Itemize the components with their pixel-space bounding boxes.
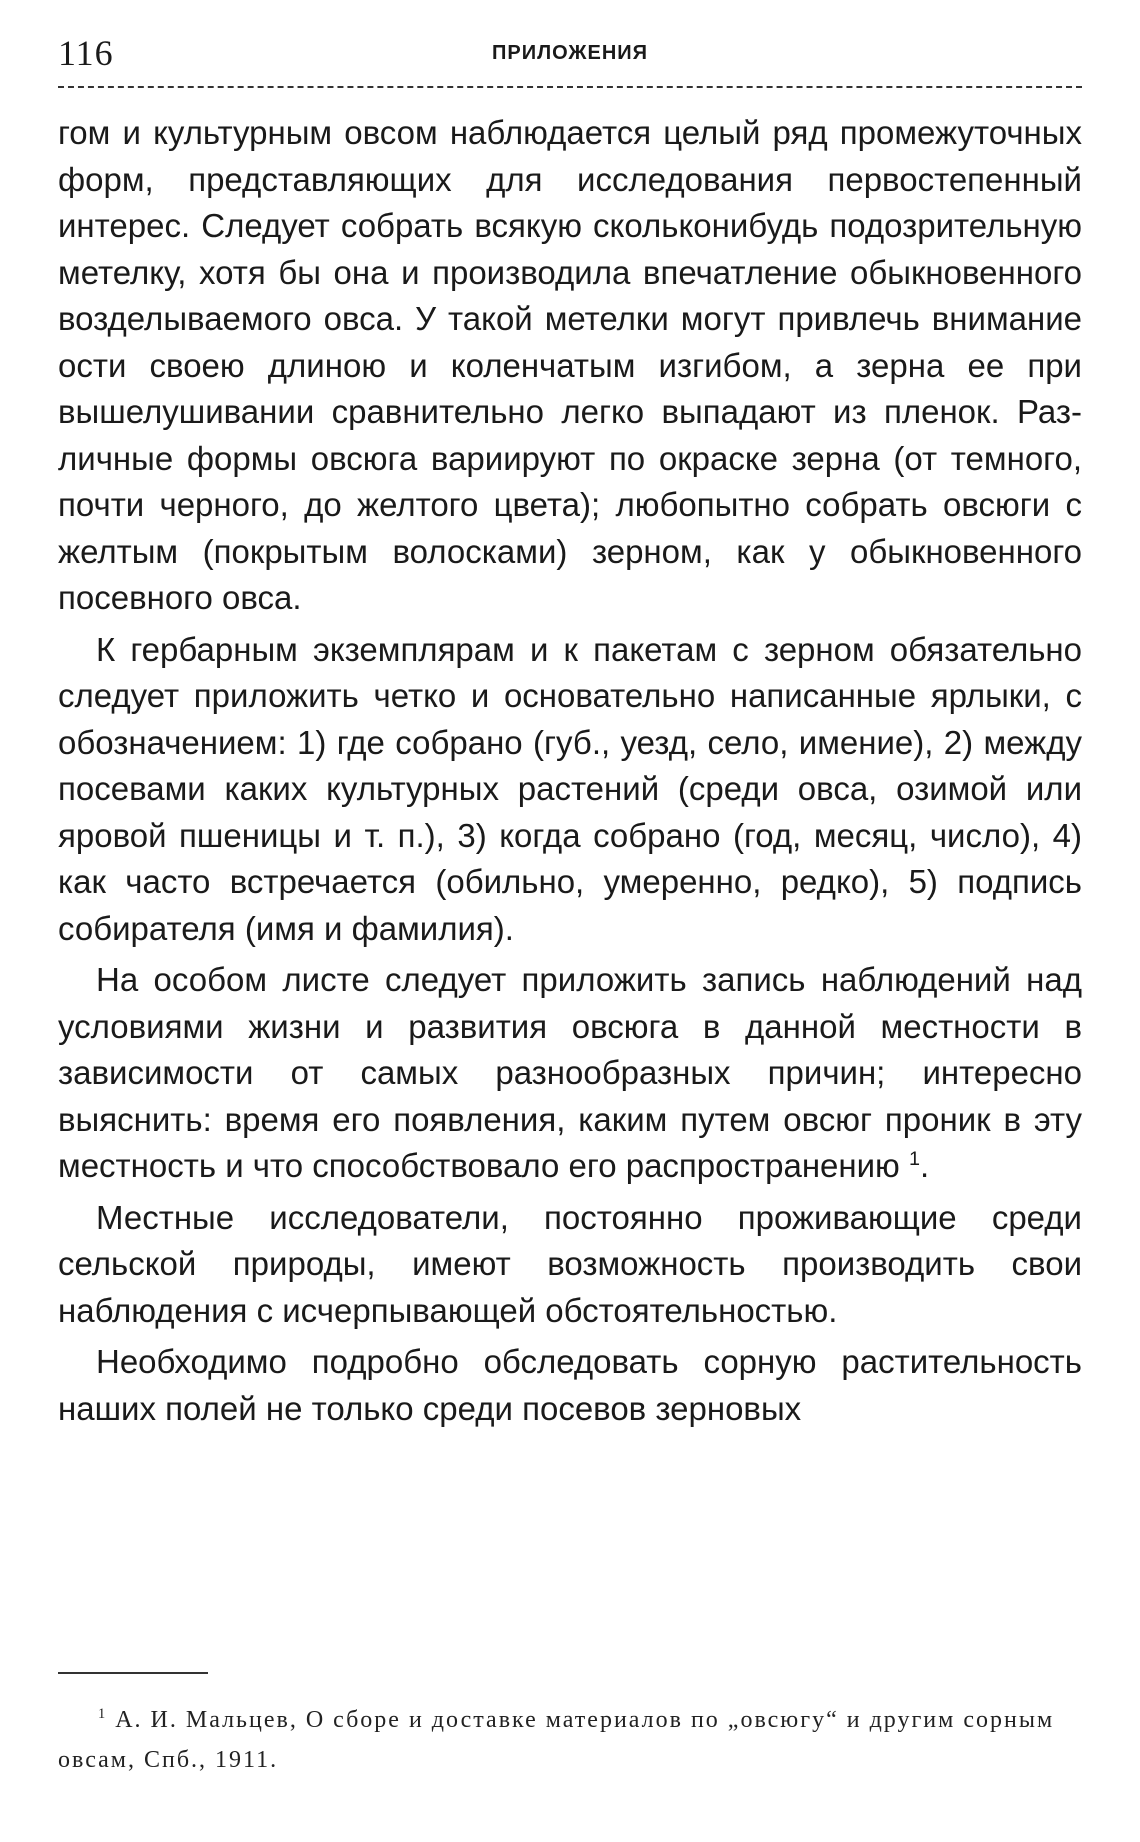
paragraph-1: гом и культурным овсом наблюдается целый ряд промежуточных форм, представляющих для исследования первостепенный интерес. Следует собрать всякую скольконибудь подозрительную метелку, хотя бы она и производила впечатление обыкновенного возделываемого овса. У такой метелки могут привлечь внимание ости своею длиною и коленчатым изгибом, а зерна ее при вышелушивании сравнительно легко выпадают из пленок. Различные формы овсюга вариируют по окраске зерна (от темного, почти черного, до желтого цвета); любопытно собрать овсюги с желтым (покрытым волосками) зерном, как у обыкновенного посевного овса. bbox=[58, 114, 1082, 616]
paragraph-3-end: . bbox=[920, 1147, 930, 1184]
paragraph-2: К гербарным экземплярам и к пакетам с зерном обязательно следует приложить четко и основательно написанные ярлыки, с обозначением: 1) где собрано (губ., уезд, село, имение), 2) между посевами каких культурных растений (среди овса, озимой или яровой пшеницы и т. п.), 3) когда собрано (год, месяц, число), 4) как часто встречается (обильно, умеренно, редко), 5) подпись собирателя (имя и фамилия). bbox=[58, 630, 1082, 947]
body-text bbox=[58, 110, 1082, 1437]
footnote-text: А. И. Мальцев, О сборе и доставке материалов по „овсюгу“ и другим сорным овсам, Спб., 1911. bbox=[58, 1707, 1055, 1773]
paragraph-3 bbox=[58, 957, 1082, 1190]
page-header bbox=[58, 22, 1082, 82]
footnote-ref[interactable]: 1 bbox=[908, 1148, 920, 1170]
paragraph-3-text: На особом листе следует приложить запись наблюдений над условиями жизни и развития овсюга в данной местности в зависимости от самых разнообразных причин; интересно выяснить: время его появления, каким путем овсюг проник в эту местность и что способствовало его распространению bbox=[58, 961, 1082, 1184]
footnote-marker: 1 bbox=[98, 1706, 108, 1722]
footnotes bbox=[58, 1700, 1082, 1780]
footnote-rule bbox=[58, 1672, 208, 1674]
paragraph-4: Местные исследователи, постоянно проживающие среди сельской природы, имеют возможность производить свои наблюдения с исчерпывающей обстоятельностью. bbox=[58, 1198, 1082, 1329]
header-rule bbox=[58, 86, 1082, 88]
paragraph-5: Необходимо подробно обследовать сорную растительность наших полей не только среди посевов зерновых bbox=[58, 1343, 1082, 1427]
page-number: 116 bbox=[58, 33, 114, 73]
running-head: ПРИЛОЖЕНИЯ bbox=[491, 42, 649, 64]
footnote-1 bbox=[58, 1700, 1082, 1780]
